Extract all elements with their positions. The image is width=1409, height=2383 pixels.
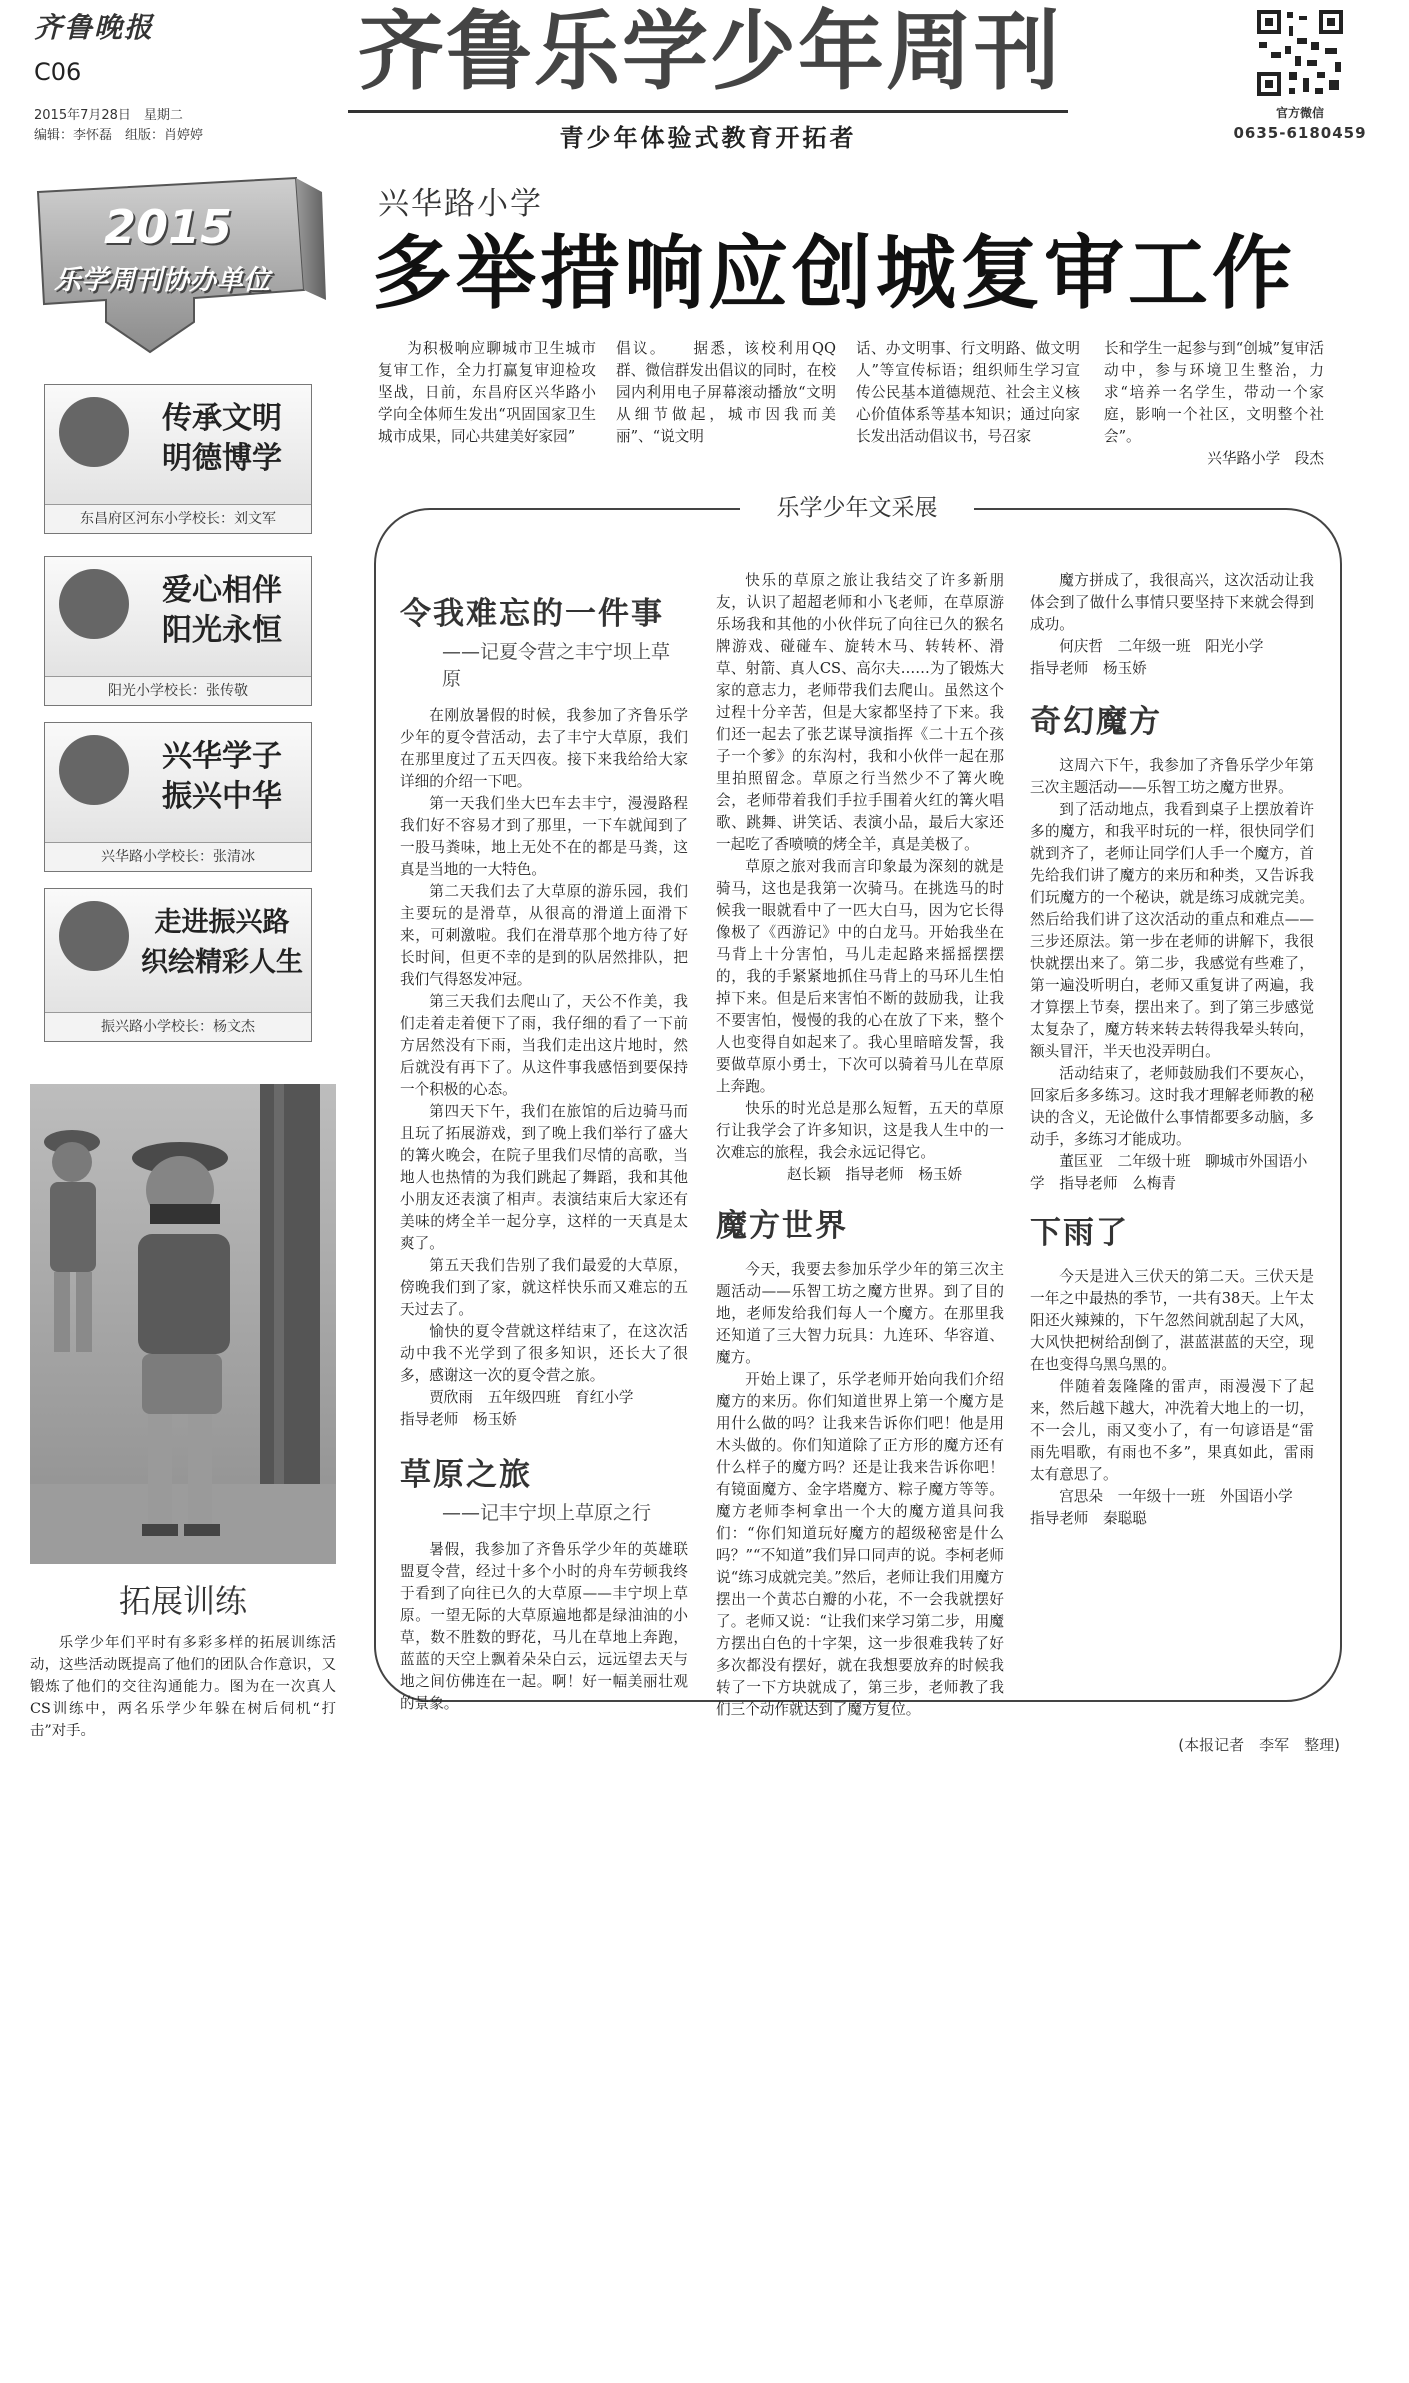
lead-col-3 <box>856 338 1080 448</box>
school-emblem-icon <box>59 901 129 971</box>
partner-principal: 振兴路小学校长：杨文杰 <box>45 1012 311 1041</box>
article-paragraph: 开始上课了，乐学老师开始向我们介绍魔方的来历。你们知道世界上第一个魔方是用什么做的吗？让我来告诉你们吧！他是用木头做的。你们知道除了正方形的魔方还有什么样子的魔方吗？还是让我来告诉你吧！有镜面魔方、金字塔魔方、粽子魔方等等。魔方老师李柯拿出一个大的魔方道具问我们：“你们知道玩好魔方的超级秘密是什么吗？”“不知道”我们异口同声的说。李柯老师说“练习成就完美。”然后，老师让我们用魔方摆出一个黄芯白瓣的小花，不一会我就摆好了。老师又说：“让我们来学习第二步，用魔方摆出白色的十字架，这一步很难我转了好多次都没有摆好，就在我想要放弃的时候我转了一下方块就成了，第三步，老师教了我们三个动作就达到了魔方复位。 <box>716 1371 1004 1718</box>
article-body <box>716 1259 1004 1721</box>
partner-banner-year: 2015 <box>104 200 233 254</box>
lead-headline: 多举措响应创城复审工作 <box>372 227 1296 320</box>
article-paragraph: 第五天我们告别了我们最爱的大草原，傍晚我们到了家，就这样快乐而又难忘的五天过去了。 <box>400 1257 688 1318</box>
masthead-rule <box>348 110 1068 113</box>
partner-principal: 兴华路小学校长：张清冰 <box>45 842 311 871</box>
article-body <box>400 1539 688 1715</box>
partner-principal: 阳光小学校长：张传敬 <box>45 676 311 705</box>
column-3 <box>1030 570 1314 1530</box>
footer-credit: (本报记者 李军 整理) <box>1178 1736 1340 1754</box>
heart-emblem-icon <box>59 569 129 639</box>
lead-paragraph: 话、办文明事、行文明路、做文明人”等宣传标语；组织师生学习宣传公民基本道德规范、社会主义核心价值体系等基本知识；通过向家长发出活动倡议书，号召家 <box>856 340 1080 445</box>
partner-banner-label: 乐学周刊协办单位 <box>54 265 270 296</box>
partner-motto <box>141 571 303 651</box>
article-title: 下雨了 <box>1030 1215 1129 1251</box>
editor-credit: 编辑：李怀磊 组版：肖婷婷 <box>34 128 204 143</box>
lead-paragraph: 倡议。 据悉，该校利用QQ群、微信群发出倡议的同时，在校园内利用电子屏幕滚动播放“文明从细节做起，城市因我而美丽”、“说文明 <box>616 340 836 445</box>
lead-paragraph: 为积极响应聊城市卫生城市复审工作，全力打赢复审迎检攻坚战，日前，东昌府区兴华路小学向全体师生发出“巩固国家卫生城市成果，同心共建美好家园” <box>378 340 596 445</box>
article-body <box>1030 1266 1314 1486</box>
partner-motto-line2: 明德博学 <box>162 441 282 476</box>
article-paragraph: 第四天下午，我们在旅馆的后边骑马而且玩了拓展游戏，到了晚上我们举行了盛大的篝火晚会，在院子里我们尽情的高歌，当地人也热情的为我们跳起了舞蹈，我和其他小朋友还表演了相声。表演结束后大家还有美味的烤全羊一起分享，这样的一天真是太爽了。 <box>400 1103 688 1252</box>
article-paragraph: 到了活动地点，我看到桌子上摆放着许多的魔方，和我平时玩的一样，很快同学们就到齐了，老师让同学们人手一个魔方，首先给我们讲了魔方的来历和种类，又告诉我们玩魔方的一个秘诀，就是练习成就完美。然后给我们讲了这次活动的重点和难点——三步还原法。第一步在老师的讲解下，我很快就摆出来了。第二步，我感觉有些难了，第一遍没听明白，老师又重复讲了两遍，我才算摆上节奏，摆出来了。到了第三步感觉太复杂了，魔方转来转去转得我晕头转向，额头冒汗，半天也没弄明白。 <box>1030 801 1314 1060</box>
partner-banner <box>34 172 326 356</box>
column-1 <box>400 588 688 1715</box>
article-paragraph: 活动结束了，老师鼓励我们不要灰心，回家后多多练习。这时我才理解老师教的秘诀的含义，无论做什么事情都要多动脑，多动手，多练习才能成功。 <box>1030 1065 1314 1148</box>
article-title: 奇幻魔方 <box>1030 704 1162 740</box>
article-paragraph: 今天是进入三伏天的第二天。三伏天是一年之中最热的季节，一共有38天。上午太阳还火辣辣的，下午忽然间就刮起了大风，大风快把树给刮倒了，湛蓝湛蓝的天空，现在也变得乌黑乌黑的。 <box>1030 1268 1314 1373</box>
partner-motto <box>141 903 303 983</box>
partner-motto-line1: 走进振兴路 <box>154 907 290 938</box>
partner-card-yangguang <box>44 556 312 706</box>
partner-motto-line2: 织绘精彩人生 <box>141 947 303 978</box>
lead-col-1 <box>378 338 596 448</box>
article-byline: 指导老师 杨玉娇 <box>400 1411 517 1428</box>
article-byline: 指导老师 杨玉娇 <box>1030 660 1147 677</box>
article-body <box>716 570 1004 1164</box>
article-title: 魔方世界 <box>716 1208 848 1244</box>
lead-paragraph: 长和学生一起参与到“创城”复审活动中，参与环境卫生整治，力求“培养一名学生，带动一个家庭，影响一个社区，文明整个社会”。 <box>1104 340 1324 445</box>
paper-name: 齐鲁晚报 <box>34 11 155 44</box>
qr-code-icon <box>1255 8 1345 98</box>
article-byline: 宫思朵 一年级十一班 外国语小学 指导老师 秦聪聪 <box>1030 1488 1308 1527</box>
article-subtitle: ——记夏令营之丰宁坝上草原 <box>442 641 671 690</box>
partner-card-xinghua <box>44 722 312 872</box>
article-byline: 贾欣雨 五年级四班 育红小学 <box>429 1389 634 1406</box>
lead-col-2 <box>616 338 836 448</box>
partner-motto-line2: 振兴中华 <box>162 779 282 814</box>
hotline-number: 0635-6180459 <box>1233 124 1367 142</box>
partner-motto <box>141 737 303 817</box>
article-byline: 董匡亚 二年级十班 聊城市外国语小学 指导老师 么梅青 <box>1030 1153 1308 1192</box>
article-body <box>1030 570 1314 636</box>
article-paragraph: 快乐的草原之旅让我结交了许多新朋友，认识了超超老师和小飞老师，在草原游乐场我和其他的小伙伴玩了向往已久的猴名牌游戏、碰碰车、旋转木马、转转杯、滑草、射箭、真人CS、高尔夫……为了锻炼大家的意志力，老师带我们去爬山。虽然这个过程十分辛苦，但是大家都坚持了下来。我们还一起去了张艺谋导演指挥《二十五个孩子一个爹》的东沟村，我和小伙伴一起在那里拍照留念。草原之行当然少不了篝火晚会，老师带着我们手拉手围着火红的篝火唱歌、跳舞、讲笑话、表演小品，最后大家还一起吃了香喷喷的烤全羊，真是美极了。 <box>716 572 1004 853</box>
lead-col-4 <box>1104 338 1324 470</box>
partner-card-hedong <box>44 384 312 534</box>
weekly-slogan: 青少年体验式教育开拓者 <box>559 124 857 152</box>
article-subtitle: ——记丰宁坝上草原之行 <box>442 1502 652 1524</box>
partner-motto-line2: 阳光永恒 <box>162 613 282 648</box>
column-2 <box>716 570 1004 1721</box>
photo-caption-text <box>30 1632 336 1742</box>
weekly-title: 齐鲁乐学少年周刊 <box>358 2 1062 102</box>
partner-motto <box>141 399 303 479</box>
cs-training-photo <box>30 1084 336 1564</box>
school-emblem-icon <box>59 735 129 805</box>
school-emblem-icon <box>59 397 129 467</box>
article-paragraph: 这周六下午，我参加了齐鲁乐学少年第三次主题活动——乐智工坊之魔方世界。 <box>1030 757 1314 796</box>
article-paragraph: 草原之旅对我而言印象最为深刻的就是骑马，这也是我第一次骑马。在挑选马的时候我一眼就看中了一匹大白马，因为它长得像极了《西游记》中的白龙马。开始我坐在马背上十分害怕，马儿走起路来摇摇摆摆的，我的手紧紧地抓住马背上的马环儿生怕掉下来。但是后来害怕不断的鼓励我，让我不要害怕，慢慢的我的心在放了下来，整个人也变得自如起来了。我心里暗暗发誓，我要做草原小勇士，下次可以骑着马儿在草原上奔跑。 <box>716 858 1004 1095</box>
page-code: C06 <box>34 58 82 86</box>
article-paragraph: 第一天我们坐大巴车去丰宁，漫漫路程我们好不容易才到了那里，一下车就闻到了一股马粪味，地上无处不在的都是马粪，这真是当地的一大特色。 <box>400 795 688 878</box>
issue-date: 2015年7月28日 星期二 <box>34 108 183 123</box>
partner-motto-line1: 爱心相伴 <box>162 573 282 608</box>
wechat-label: 官方微信 <box>1275 106 1324 120</box>
partner-card-zhenxing <box>44 888 312 1042</box>
article-body <box>1030 755 1314 1151</box>
article-paragraph: 今天，我要去参加乐学少年的第三次主题活动——乐智工坊之魔方世界。到了目的地，老师发给我们每人一个魔方。在那里我还知道了三大智力玩具：九连环、华容道、魔方。 <box>716 1261 1004 1366</box>
photo-caption-title: 拓展训练 <box>118 1582 247 1620</box>
lead-byline: 兴华路小学 段杰 <box>1207 450 1324 467</box>
partner-principal: 东昌府区河东小学校长：刘文军 <box>45 504 311 533</box>
article-title: 令我难忘的一件事 <box>400 596 664 632</box>
partner-motto-line1: 传承文明 <box>162 401 282 436</box>
article-paragraph: 在刚放暑假的时候，我参加了齐鲁乐学少年的夏令营活动，去了丰宁大草原，我们在那里度过了五天四夜。接下来我给给大家详细的介绍一下吧。 <box>400 707 688 790</box>
masthead <box>0 0 1409 160</box>
article-byline: 何庆哲 二年级一班 阳光小学 <box>1059 638 1264 655</box>
article-paragraph: 愉快的夏令营就这样结束了，在这次活动中我不光学到了很多知识，还长大了很多，感谢这一次的夏令营之旅。 <box>400 1323 688 1384</box>
partner-motto-line1: 兴华学子 <box>162 739 282 774</box>
article-paragraph: 伴随着轰隆隆的雷声，雨漫漫下了起来，然后越下越大，冲洗着大地上的一切，不一会儿，雨又变小了，有一句谚语是“雷雨先唱歌，有雨也不多”，果真如此，雷雨太有意思了。 <box>1030 1378 1314 1483</box>
lead-kicker: 兴华路小学 <box>378 186 543 222</box>
article-paragraph: 暑假，我参加了齐鲁乐学少年的英雄联盟夏令营，经过十多个小时的舟车劳顿我终于看到了向往已久的大草原——丰宁坝上草原。一望无际的大草原遍地都是绿油油的小草，数不胜数的野花，马儿在草地上奔跑，蓝蓝的天空上飘着朵朵白云，远远望去天与地之间仿佛连在一起。啊！好一幅美丽壮观的景象。 <box>400 1541 688 1712</box>
article-paragraph: 第二天我们去了大草原的游乐园，我们主要玩的是滑草，从很高的滑道上面滑下来，可刺激啦。我们在滑草那个地方待了好长时间，但更不幸的是到的队居然排队，把我们气得怒发冲冠。 <box>400 883 688 988</box>
section-label: 乐学少年文采展 <box>740 492 974 524</box>
article-paragraph: 魔方拼成了，我很高兴，这次活动让我体会到了做什么事情只要坚持下来就会得到成功。 <box>1030 572 1314 633</box>
article-body <box>400 705 688 1387</box>
article-title: 草原之旅 <box>400 1457 532 1493</box>
article-byline: 赵长颖 指导老师 杨玉娇 <box>787 1166 963 1183</box>
photo-caption-paragraph: 乐学少年们平时有多彩多样的拓展训练活动，这些活动既提高了他们的团队合作意识，又锻炼了他们的交往沟通能力。图为在一次真人CS训练中，两名乐学少年躲在树后伺机“打击”对手。 <box>30 1635 336 1739</box>
article-paragraph: 第三天我们去爬山了，天公不作美，我们走着走着便下了雨，我仔细的看了一下前方居然没有下雨，当我们走出这片地时，然后就没有再下了。从这件事我感悟到要保持一个积极的心态。 <box>400 993 688 1098</box>
article-paragraph: 快乐的时光总是那么短暂，五天的草原行让我学会了许多知识，这是我人生中的一次难忘的旅程，我会永远记得它。 <box>716 1100 1004 1161</box>
